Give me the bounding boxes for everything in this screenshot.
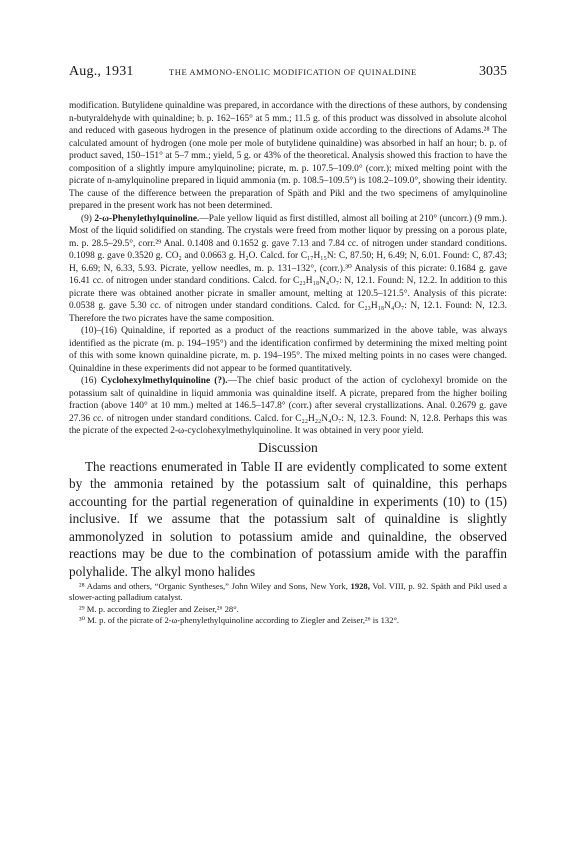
paragraph-run: —Pale yellow liquid as first distilled, almost all boiling at 210° (uncorr.) (9 mm.). Most of the liquid solidified on standing. The crystals were freed from mother liquor by pressing on a porous plate, m. p. 28.5–29.5°, corr.²⁹ Anal. 0.1408 and 0.1652 g. gave 7.13 and 7.84 cc. of nitrogen under standard conditions. 0.1098 g. gave 0.3520 g. CO₂ and 0.0663 g. H₂O. Calcd. for C₁₇H₁₅N: C, 87.50; H, 6.49; N, 6.01. Found: C, 87.43; H, 6.69; N, 6.33, 5.93. Picrate, yellow needles, m. p. 131–132°, (corr.).³⁰ Analysis of this picrate: 0.1684 g. gave 16.41 cc. of nitrogen under standard conditions. Calcd. for C₂₃H₁₈N₄O₇: N, 12.1. Found: N, 12.2. In addition to this picrate there was obtained another picrate in smaller amount, melting at 120.5–121.5°. Analysis of this picrate: 0.0538 g. gave 5.30 cc. of nitrogen under standard conditions. Calcd. for C₂₃H₁₈N₄O₇: N, 12.1. Found: N, 12.3. Therefore the two picrates have the same composition. [69, 213, 508, 324]
section-heading: Discussion [258, 439, 318, 455]
paragraph-run: 2-ω-Phenylethylquinoline. [94, 213, 200, 224]
running-header [69, 64, 507, 82]
footnote [69, 581, 507, 604]
paragraph [69, 100, 507, 213]
footnote [69, 604, 507, 615]
header-title: THE AMMONO-ENOLIC MODIFICATION OF QUINALDINE [169, 67, 417, 77]
paragraph-run: Cyclohexylmethylquinoline (?). [100, 376, 228, 386]
footnote-run: 1928, [350, 581, 370, 591]
footnote-run: ³⁰ M. p. of the picrate of 2-ω-phenylethylquinoline according to Ziegler and Zeiser,²⁶ is 132°. [79, 614, 400, 625]
page-number: 3035 [479, 64, 507, 79]
discussion-paragraph: The reactions enumerated in Table II are evidently complicated to some extent by the ammonia retained by the potassium salt of quinaldine, this perhaps accounting for the partial regeneration of quinaldine in experiments (10) to (15) inclusive. If we assume that the potassium salt of quinaldine is slightly ammonolyzed in solution to potassium amide and quinaldine, the observed reactions may be due to the combination of potassium amide with the paraffin polyhalide. The alkyl mono halides [69, 458, 507, 579]
paragraph [69, 375, 507, 438]
paragraph-run: —The chief basic product of the action of cyclohexyl bromide on the potassium salt of quinaldine in liquid ammonia was quinaldine itself. A picrate, prepared from the higher boiling fraction (above 140° at 10 mm.) melted at 146.5–147.8° (corr.) after several crystallizations. Anal. 0.2679 g. gave 27.36 cc. of nitrogen under standard conditions. Calcd. for C₂₂H₂₂N₄O₇: N, 12.3. Found: N, 12.8. Perhaps this was the picrate of the expected 2-ω-cyclohexylmethylquinoline. It was obtained in very poor yield. [69, 376, 507, 436]
paragraph-run: modification. Butylidene quinaldine was prepared, in accordance with the directions of these authors, by condensing n-butyraldehyde with quinaldine; b. p. 162–165° at 5 mm.; 11.5 g. of this product was dissolved in absolute alcohol and reduced with gaseous hydrogen in the presence of platinum oxide according to the directions of Adams.²⁸ The calculated amount of hydrogen (one mole per mole of butylidene quinaldine) was absorbed in half an hour; b. p. of product saved, 150–151° at 5–7 mm.; yield, 5 g. or 43% of the theoretical. Analysis showed this fraction to have the composition of a slightly impure amylquinoline; picrate, m. p. 107.5–109.0° (corr.); mixed melting point with the picrate of n-amylquinoline prepared in liquid ammonia (m. p. 108.5–109.5°) is 108.2–109.0°, showing their identity. The cause of the difference between the preparation of Späth and Pikl and the two specimens of amylquinoline prepared in the present work has not been determined. [69, 101, 507, 211]
paragraph [69, 325, 507, 375]
paragraph-run: (9) [81, 213, 95, 224]
footnotes [69, 581, 507, 626]
experimental-paragraphs [69, 100, 507, 438]
footnote-run: ²⁸ Adams and others, “Organic Syntheses,” John Wiley and Sons, New York, [79, 581, 351, 591]
header-date: Aug., 1931 [69, 64, 134, 79]
paragraph-run: (16) [81, 376, 101, 386]
footnote-run: Vol. VIII, p. 92. Späth and Pikl used a slower-acting palladium catalyst. [69, 581, 507, 603]
paragraph-run: (10)–(16) Quinaldine, if reported as a product of the reactions summarized in the above table, was always identified as the picrate (m. p. 194–195°) and the identification confirmed by determining the mixed melting point of this with some known quinaldine picrate, m. p. 194–195°. The mixed melting points in no cases were changed. Quinaldine in these experiments did not appear to be formed quantitatively. [69, 326, 507, 374]
paragraph [69, 213, 507, 326]
footnote-run: ²⁹ M. p. according to Ziegler and Zeiser,²⁶ 28°. [79, 603, 239, 614]
footnote [69, 615, 507, 626]
page-body [69, 100, 507, 626]
